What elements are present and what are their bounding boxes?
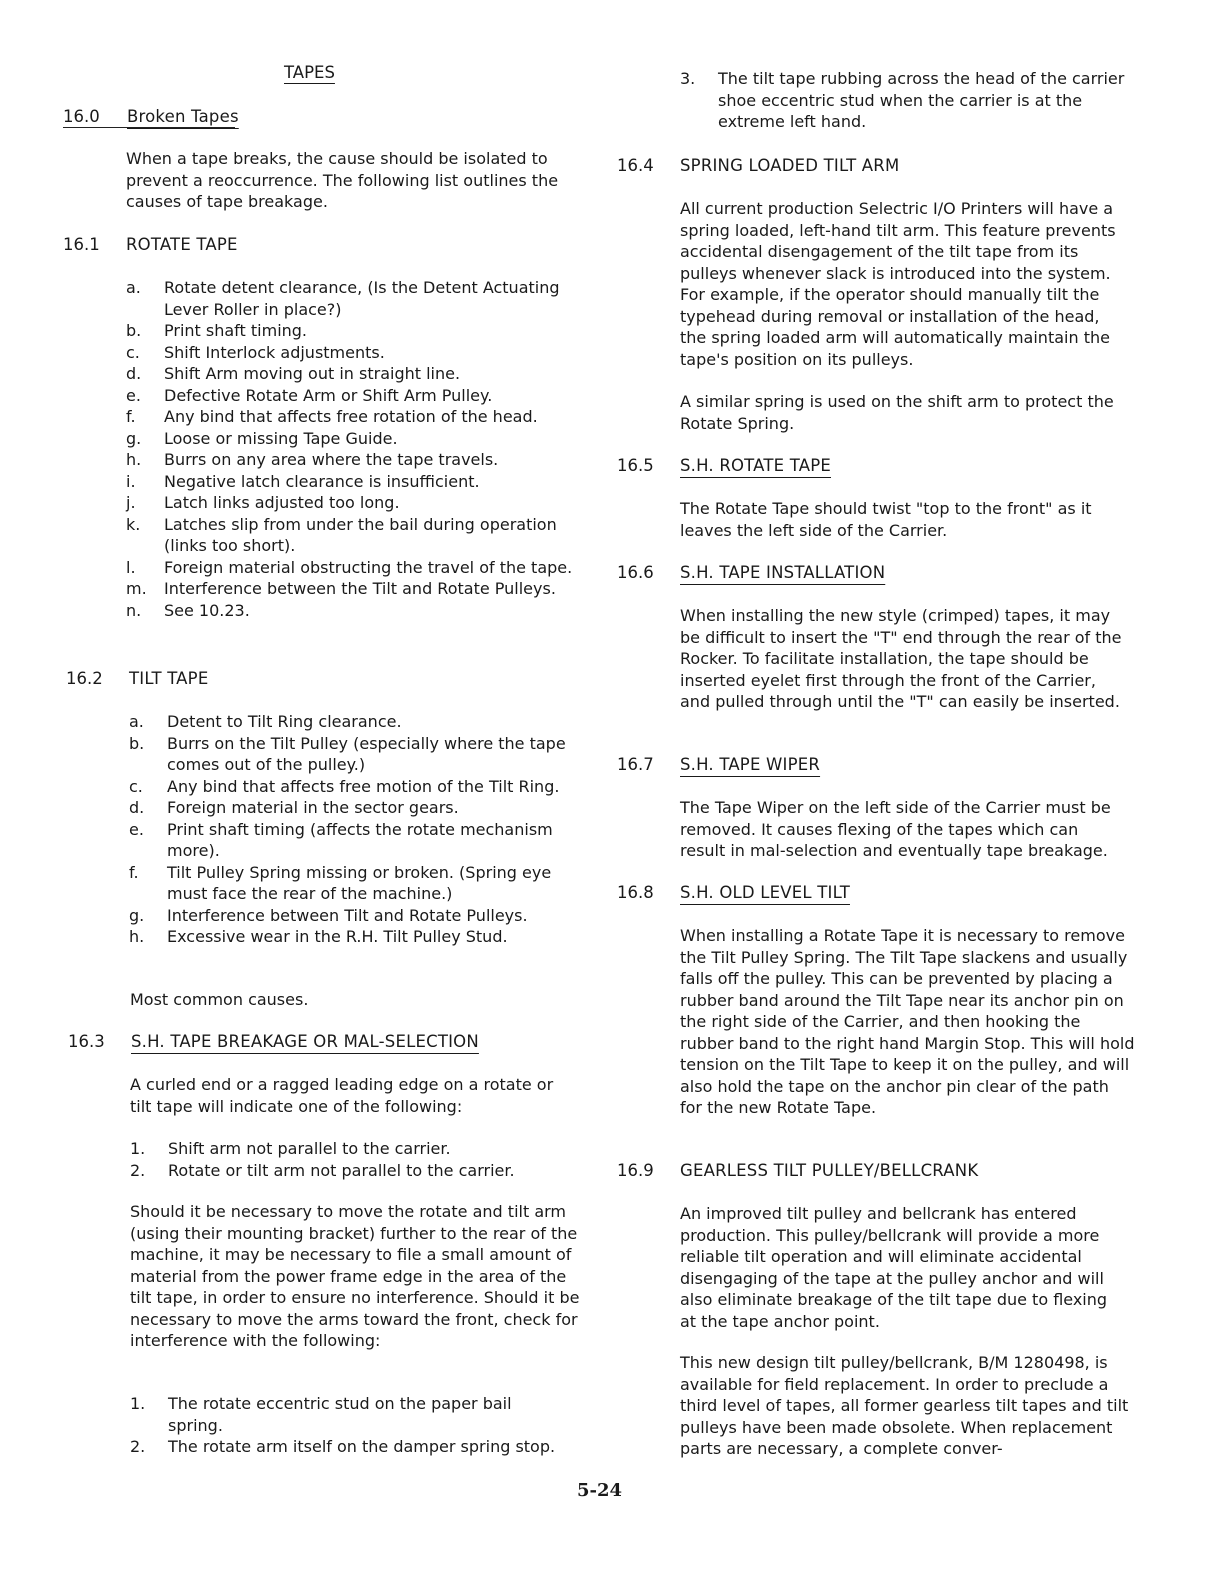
section-number: 16.7 — [617, 755, 654, 774]
list-marker: e. — [126, 385, 141, 405]
section-heading: S.H. TAPE BREAKAGE OR MAL-SELECTION — [131, 1032, 479, 1051]
list-marker: m. — [126, 579, 147, 598]
section-paragraph: The Rotate Tape should twist "top to the front" as it leaves the left side of the Carrier. — [680, 499, 1092, 540]
list-item-text: The rotate arm itself on the damper spring stop. — [168, 1437, 556, 1456]
section-paragraph: The Tape Wiper on the left side of the Carrier must be removed. It causes flexing of the tapes which can result in mal-selection and eventually tape breakage. — [680, 798, 1111, 860]
section-number: 16.5 — [617, 456, 654, 475]
section-number: 16.0 — [63, 107, 100, 126]
list-item-text: The tilt tape rubbing across the head of the carrier shoe eccentric stud when the carrier is at the extreme left hand. — [718, 69, 1125, 131]
interference-list — [130, 1393, 570, 1458]
note-text: Most common causes. — [130, 990, 309, 1009]
list-item-text: Shift Interlock adjustments. — [164, 342, 385, 362]
list-item — [680, 68, 1125, 133]
section-paragraph: When installing the new style (crimped) tapes, it may be difficult to insert the "T" end through the rear of the Rocker. To facilitate installation, the tape should be inserted eyelet first through the front of the Carrier, and pulled through until the "T" can easily be inserted. — [680, 606, 1122, 711]
list-item — [129, 797, 569, 819]
list-marker: l. — [126, 557, 136, 577]
list-marker: 2. — [130, 1437, 146, 1456]
section-paragraph: This new design tilt pulley/bellcrank, B/M 1280498, is available for field replacement. In order to preclude a third level of tapes, all former gearless tilt tapes and tilt pulleys have been made obsolete. When replacement parts are necessary, a complete conver- — [680, 1353, 1129, 1458]
section-number: 16.6 — [617, 563, 654, 582]
list-item — [129, 733, 569, 776]
cause-list — [130, 1138, 570, 1181]
list-item — [126, 342, 576, 364]
list-marker: a. — [126, 278, 141, 297]
list-item — [126, 428, 576, 450]
list-item — [126, 385, 576, 407]
list-marker: b. — [129, 733, 145, 753]
list-item-text: Tilt Pulley Spring missing or broken. (Spring eye must face the rear of the machine.) — [167, 862, 552, 903]
list-item — [129, 819, 569, 862]
list-item — [126, 514, 576, 557]
list-item-text: Interference between Tilt and Rotate Pulleys. — [167, 905, 528, 925]
list-item — [126, 557, 576, 579]
section-paragraph: When a tape breaks, the cause should be isolated to prevent a reoccurrence. The following list outlines the causes of tape breakage. — [126, 149, 559, 211]
list-marker: g. — [126, 428, 142, 448]
list-marker: c. — [129, 776, 143, 796]
list-marker: h. — [129, 927, 145, 946]
list-item-text: The rotate eccentric stud on the paper bail spring. — [168, 1394, 512, 1435]
list-marker: n. — [126, 600, 142, 620]
list-marker: a. — [129, 712, 144, 731]
list-item-text: Print shaft timing. — [164, 321, 308, 340]
section-heading: S.H. OLD LEVEL TILT — [680, 883, 850, 902]
list-item-text: Shift arm not parallel to the carrier. — [168, 1139, 451, 1158]
heading-underline — [63, 127, 235, 128]
section-paragraph: All current production Selectric I/O Printers will have a spring loaded, left-hand tilt arm. This feature prevents accidental disengagement of the tilt tape from its pulleys whenever slack is introduced into the system. For example, if the operator should manually tilt the typehead during removal or installation of the head, the spring loaded arm will automatically maintain the tape's position on its pulleys. — [680, 199, 1116, 369]
list-item-text: Any bind that affects free motion of the Tilt Ring. — [167, 776, 560, 796]
list-item — [130, 1138, 570, 1160]
list-item-text: Shift Arm moving out in straight line. — [164, 364, 461, 383]
section-heading: GEARLESS TILT PULLEY/BELLCRANK — [680, 1161, 979, 1180]
section-paragraph: Should it be necessary to move the rotate and tilt arm (using their mounting bracket) further to the rear of the machine, it may be necessary to file a small amount of material from the power frame edge in the area of the tilt tape, in order to ensure no interference. Should it be necessary to move the arms toward the front, check for interference with the following: — [130, 1202, 580, 1350]
section-heading: S.H. TAPE INSTALLATION — [680, 563, 886, 582]
list-item — [130, 1436, 570, 1458]
section-number: 16.3 — [68, 1032, 105, 1051]
section-heading: Broken Tapes — [127, 107, 239, 126]
list-marker: j. — [126, 493, 136, 512]
section-paragraph: An improved tilt pulley and bellcrank has entered production. This pulley/bellcrank will provide a more reliable tilt operation and will eliminate accidental disengaging of the tape at the pulley anchor and will also eliminate breakage of the tilt tape due to flexing at the tape anchor point. — [680, 1204, 1108, 1331]
list-marker: 1. — [130, 1139, 146, 1158]
section-number: 16.4 — [617, 156, 654, 175]
list-item-text: Burrs on the Tilt Pulley (especially where the tape comes out of the pulley.) — [167, 733, 566, 774]
list-item — [126, 600, 576, 622]
list-marker: d. — [129, 798, 145, 817]
section-heading: S.H. ROTATE TAPE — [680, 456, 831, 475]
list-item-text: Latches slip from under the bail during operation (links too short). — [164, 514, 557, 555]
section-number: 16.9 — [617, 1161, 654, 1180]
list-item — [126, 578, 576, 600]
continued-list — [680, 68, 1125, 133]
list-item-text: Foreign material in the sector gears. — [167, 798, 459, 817]
list-item — [129, 862, 569, 905]
list-item-text: Loose or missing Tape Guide. — [164, 428, 398, 448]
list-marker: h. — [126, 450, 142, 469]
list-item — [126, 320, 576, 342]
list-item-text: Latch links adjusted too long. — [164, 493, 400, 512]
list-marker: i. — [126, 471, 136, 491]
list-item — [126, 277, 576, 320]
list-item-text: Excessive wear in the R.H. Tilt Pulley Stud. — [167, 927, 508, 946]
list-marker: 1. — [130, 1394, 146, 1413]
list-item — [126, 492, 576, 514]
rotate-tape-causes-list — [126, 277, 576, 621]
list-item-text: Defective Rotate Arm or Shift Arm Pulley. — [164, 385, 493, 405]
list-item — [126, 363, 576, 385]
list-marker: c. — [126, 342, 140, 362]
list-item-text: Interference between the Tilt and Rotate Pulleys. — [164, 579, 556, 598]
list-item — [130, 1160, 570, 1182]
section-heading: S.H. TAPE WIPER — [680, 755, 821, 774]
list-marker: e. — [129, 819, 144, 839]
section-paragraph: A curled end or a ragged leading edge on a rotate or tilt tape will indicate one of the following: — [130, 1075, 554, 1116]
list-item — [129, 905, 569, 927]
list-item — [130, 1393, 570, 1436]
section-paragraph: When installing a Rotate Tape it is necessary to remove the Tilt Pulley Spring. The Tilt Tape slackens and usually falls off the pulley. This can be prevented by placing a rubber band around the Tilt Tape near its anchor pin on the right side of the Carrier, and then hooking the rubber band to the right hand Margin Stop. This will hold tension on the Tilt Tape to keep it on the pulley, and will also hold the tape on the anchor pin clear of the path for the new Rotate Tape. — [680, 926, 1135, 1117]
list-item-text: Detent to Tilt Ring clearance. — [167, 712, 402, 731]
list-item-text: Rotate or tilt arm not parallel to the carrier. — [168, 1160, 515, 1180]
list-item — [129, 926, 569, 948]
list-marker: k. — [126, 514, 141, 534]
list-item-text: See 10.23. — [164, 600, 250, 620]
list-marker: g. — [129, 905, 145, 925]
list-marker: f. — [126, 407, 136, 426]
section-paragraph: A similar spring is used on the shift arm to protect the Rotate Spring. — [680, 392, 1114, 433]
page-title: TAPES — [284, 63, 335, 82]
list-item-text: Print shaft timing (affects the rotate mechanism more). — [167, 819, 553, 860]
list-item — [126, 449, 576, 471]
tilt-tape-causes-list — [129, 711, 569, 948]
section-heading: SPRING LOADED TILT ARM — [680, 156, 900, 175]
section-number: 16.2 — [66, 669, 103, 688]
list-item-text: Burrs on any area where the tape travels. — [164, 450, 499, 469]
list-marker: d. — [126, 364, 142, 383]
list-item — [126, 471, 576, 493]
list-item — [129, 776, 569, 798]
list-item — [129, 711, 569, 733]
list-marker: f. — [129, 862, 139, 882]
list-marker: 3. — [680, 69, 696, 88]
list-item-text: Negative latch clearance is insufficient. — [164, 471, 480, 491]
list-item — [126, 406, 576, 428]
list-item-text: Any bind that affects free rotation of the head. — [164, 407, 538, 426]
page-number: 5-24 — [577, 1480, 623, 1501]
list-marker: 2. — [130, 1160, 146, 1180]
section-heading: ROTATE TAPE — [126, 235, 238, 254]
section-heading: TILT TAPE — [129, 669, 209, 688]
list-marker: b. — [126, 321, 142, 340]
section-number: 16.8 — [617, 883, 654, 902]
section-number: 16.1 — [63, 235, 100, 254]
list-item-text: Foreign material obstructing the travel of the tape. — [164, 557, 573, 577]
list-item-text: Rotate detent clearance, (Is the Detent Actuating Lever Roller in place?) — [164, 278, 560, 319]
